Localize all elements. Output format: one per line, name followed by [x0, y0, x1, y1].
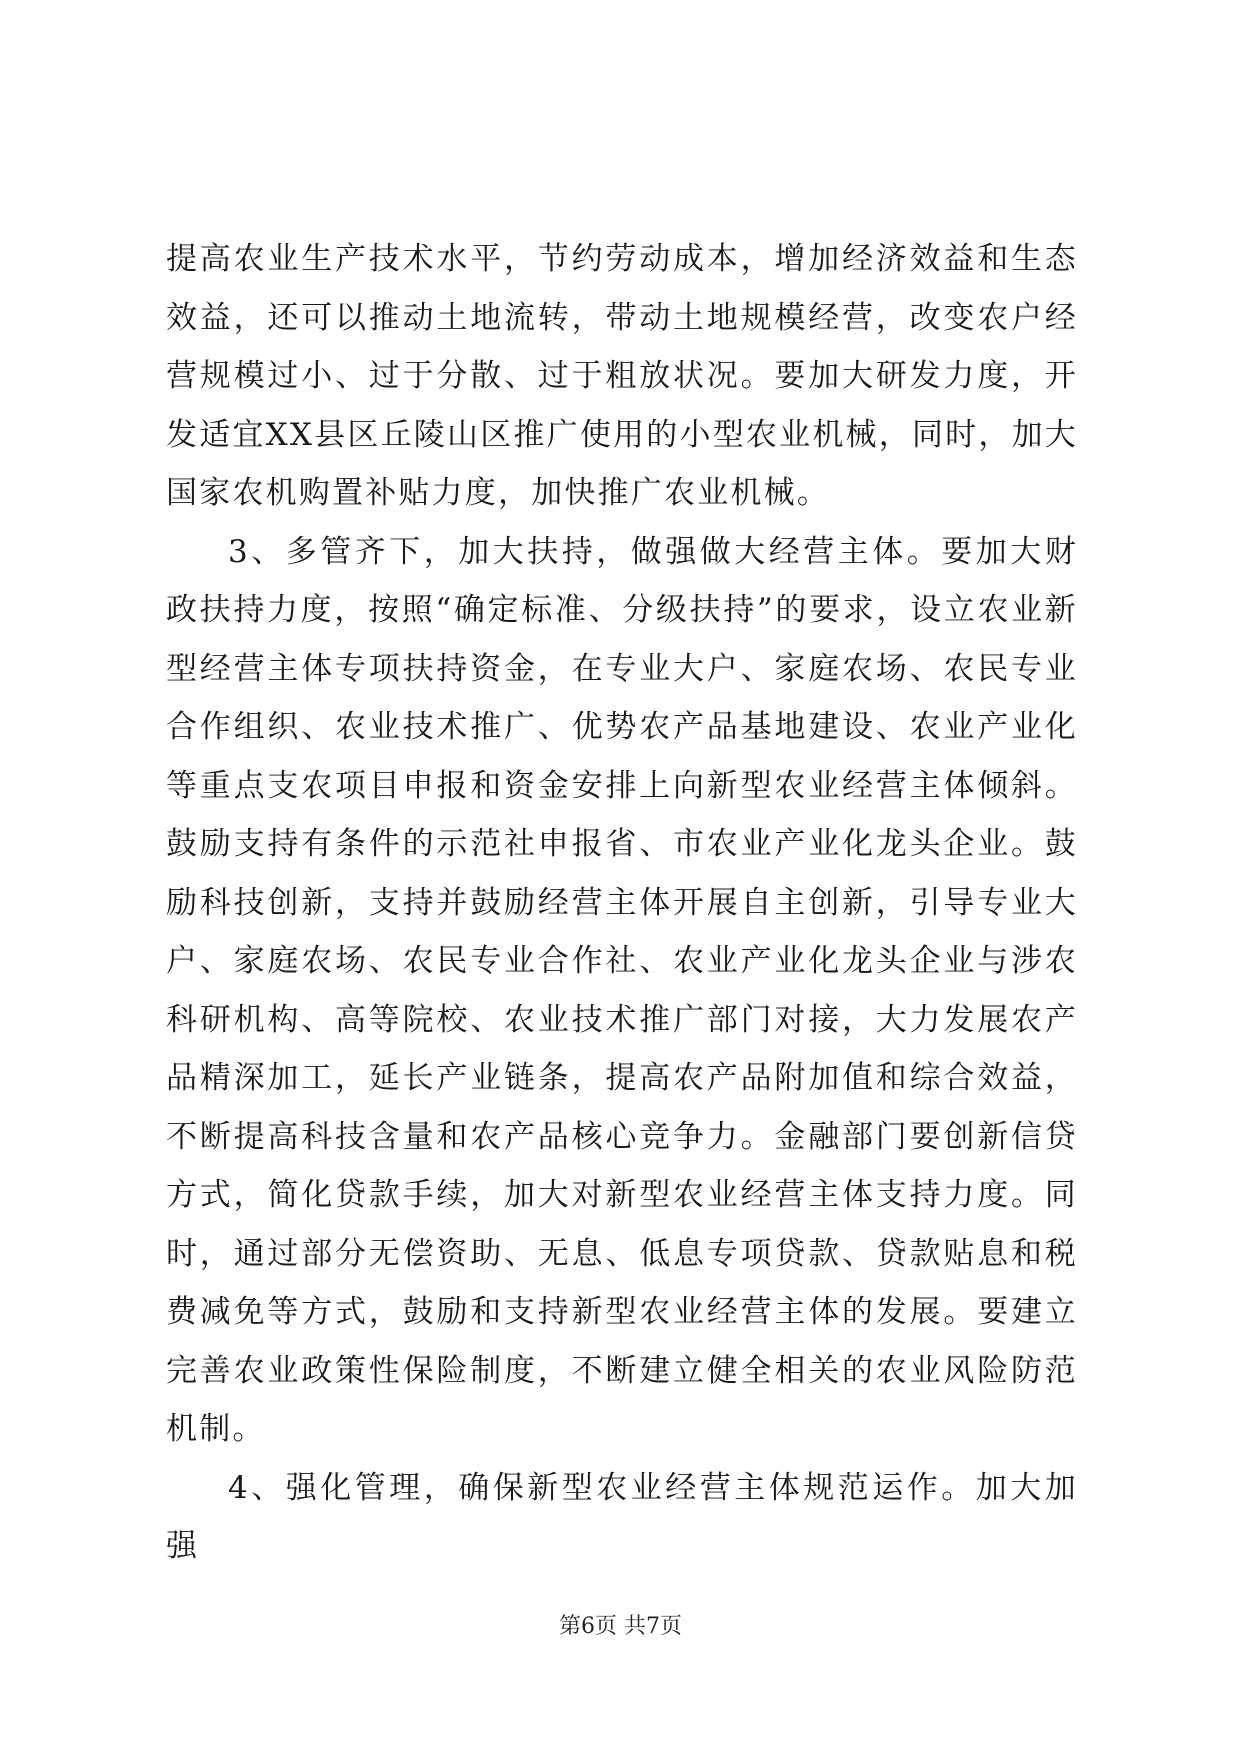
page-number-label: 第6页 共7页 [559, 1614, 682, 1639]
paragraph-2: 3、多管齐下，加大扶持，做强做大经营主体。要加大财政扶持力度，按照“确定标准、分级扶持”的要求，设立农业新型经营主体专项扶持资金，在专业大户、家庭农场、农民专业合作组织、农业技术推广、优势农产品基地建设、农业产业化等重点支农项目申报和资金安排上向新型农业经营主体倾斜。鼓励支持有条件的示范社申报省、市农业产业化龙头企业。鼓励科技创新，支持并鼓励经营主体开展自主创新，引导专业大户、家庭农场、农民专业合作社、农业产业化龙头企业与涉农科研机构、高等院校、农业技术推广部门对接，大力发展农产品精深加工，延长产业链条，提高农产品附加值和综合效益，不断提高科技含量和农产品核心竞争力。金融部门要创新信贷方式，简化贷款手续，加大对新型农业经营主体支持力度。同时，通过部分无偿资助、无息、低息专项贷款、贷款贴息和税费减免等方式，鼓励和支持新型农业经营主体的发展。要建立完善农业政策性保险制度，不断建立健全相关的农业风险防范机制。 [166, 533, 1078, 1447]
paragraph-1: 提高农业生产技术水平，节约劳动成本，增加经济效益和生态效益，还可以推动土地流转，带动土地规模经营，改变农户经营规模过小、过于分散、过于粗放状况。要加大研发力度，开发适宜XX县区丘陵山区推广使用的小型农业机械，同时，加大国家农机购置补贴力度，加快推广农业机械。 [166, 241, 1078, 511]
body-text [166, 230, 1078, 1576]
paragraph-3: 4、强化管理，确保新型农业经营主体规范运作。加大加强 [166, 1469, 1078, 1564]
page-footer [0, 1612, 1241, 1642]
